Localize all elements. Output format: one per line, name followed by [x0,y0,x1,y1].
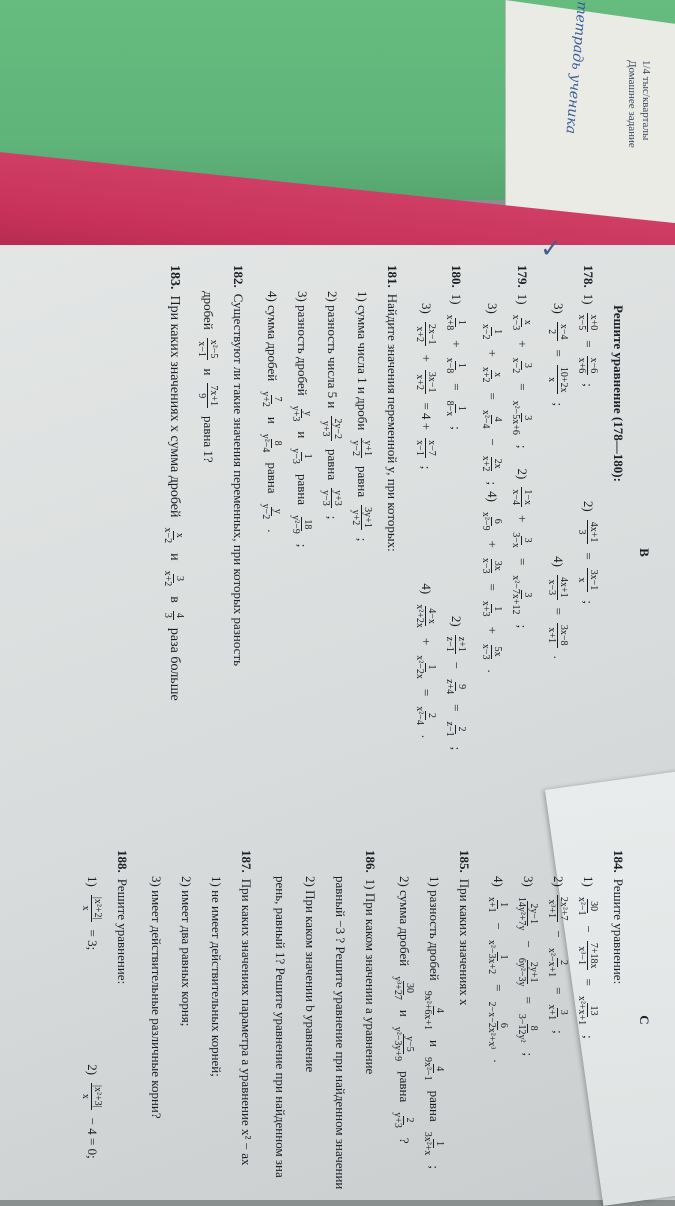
fraction: 8 3−12y² [516,1013,540,1043]
item-label: 3) [485,303,500,314]
fraction: 1 3x²+x [422,1131,446,1156]
item-text: 2) разность числа 5 и [325,291,340,409]
problem-181-item-4: 4) сумма дробей 7 y+2 и 8 y²−4 равна y y−2 . [257,265,287,840]
fraction: 4 x²−4 [480,409,504,429]
problem-187-item-3 [141,850,171,1190]
problem-178-row-2: 3) x−4 2 = 10+2x x ; 4) 4x+1 x−3 = 3x−8 x+1 . [543,265,573,840]
item-text: и [397,1009,412,1017]
problem-184-heading [603,850,633,1190]
item-label: 1) [581,293,596,305]
item-text: и [427,1039,442,1047]
item-label: 4) [491,876,506,887]
fraction: x+0 x−5 [576,314,600,331]
item-text: равна [325,449,340,481]
fraction: 8 y²−4 [260,433,284,453]
problem-184-item-1: 1) 30 x²−1 − 7+18x x³−1 = 13 x²+x+1 ; [573,850,603,1190]
fraction: 3x−1 x+2 [414,371,438,393]
problem-186-line-2 [325,850,355,1190]
item-text: и [295,431,310,439]
fraction: 1 y−3 [290,448,314,464]
problem-number: 182. [231,265,246,288]
item-text: 1) не имеет действительных корней; [209,876,224,1077]
fraction: 3 x²−7x+12 [510,575,534,615]
problem-text: Решите уравнение: [115,878,130,985]
problem-180-row-2: 3) 2x−1 x+2 + 3x−1 x+2 = 4 + x−7 x−1 ; 4) 4−x x²+2x + 1 x²−2x = 2 x²−4 . [411,265,441,840]
fraction: 1 x²−3x+2 [486,939,510,975]
fraction: 9 z+4 [444,679,468,695]
fraction: 4x+1 3 [576,521,600,543]
fraction: z+1 z−1 [444,636,468,652]
fraction: 3x−8 x+1 [546,624,570,646]
fraction: y+3 y−3 [320,490,344,506]
fraction: 30 x²−1 [576,896,600,916]
item-label: 2) [581,500,596,512]
item-text: равна [397,1071,412,1103]
item-text: раза больше [167,627,182,701]
section-header-c: С [637,1015,652,1025]
section-header-b: В [637,548,652,557]
problem-184-item-3: 3) 2y−1 14y²+7y − 2y+1 6y²−3y = 8 3−12y² ; [513,850,543,1190]
problem-text: При каких значениях x сумма дробей [167,295,182,518]
fraction: 3x−1 x [576,569,600,591]
fraction: 3y+1 y+2 [350,507,374,528]
item-label: 3) [419,303,434,314]
item-text: и [201,368,216,376]
fraction: x−6 x+6 [576,357,600,374]
fraction: 1 x−2 [480,323,504,340]
problem-187-item-2 [171,850,201,1190]
fraction: 1 x²−2x [414,655,438,679]
problem-number: 181. [385,265,400,288]
problem-181-item-2: 2) разность числа 5 и 2y−2 y+3 равна y+3 y−3 ; [317,265,347,840]
problem-187-item-1 [201,850,231,1190]
item-label: 2) [551,876,566,887]
fraction: |x²+2| x [80,896,104,920]
item-label: 1) [449,293,464,305]
problem-text: Решите уравнение: [611,878,626,985]
item-text: 1) сумма числа 1 и дроби [355,291,370,431]
fraction: 13 x²+x+1 [576,995,600,1026]
problem-number: 188. [115,850,130,873]
intro-text: Решите уравнение (178—180): [611,305,626,482]
side-column [77,850,655,1190]
item-text: и [167,553,182,561]
item-label: 4) [419,583,434,595]
fraction: 3x x−3 [480,557,504,574]
problem-183-heading [159,265,189,840]
fraction: x x+2 [480,366,504,383]
problem-text: 2) При каком значении b уравнение [303,876,318,1073]
item-text: равна [295,473,310,506]
item-text: 3) разность дробей [295,291,310,396]
item-label: 1) [515,293,530,305]
problem-text: При каких значениях параметра a уравнение x² − ax [239,878,254,1166]
fraction: x−7 x−1 [414,440,438,456]
item-text: равна [355,465,370,498]
problem-184-item-4: 4) 1 x+1 − 1 x²−3x+2 = 6 2−x−2x²+x³ . [483,850,513,1190]
fraction: x x−2 [162,527,186,544]
fraction: 6 2−x−2x²+x³ [486,1001,510,1050]
item-text: равна [265,462,280,494]
item-text: равна [427,1090,442,1122]
item-text: дробей [201,291,216,330]
problem-186-heading [355,850,385,1190]
problem-text: равный −3 ? Решите уравнение при найденном значении [333,876,348,1190]
item-text: 2) имеет два равных корня; [179,876,194,1027]
problem-184-item-2: 2) 2x²+7 x³+1 − 2 x²−x+1 = 3 x+1 ; [543,850,573,1190]
fraction: 1 8−x [444,400,468,417]
checkmark-icon: ✓ [540,234,562,263]
fraction: y y+3 [290,405,314,422]
problem-182-line-2 [193,265,223,840]
fraction: 3 x−2 [510,357,534,374]
item-label: 1) [581,876,596,887]
item-text: 2) сумма дробей [397,876,412,967]
problem-text: рень, равный 1? Решите уравнение при найденном зна [273,876,288,1178]
fraction: 7+18x x³−1 [576,942,600,969]
fraction: 2y−1 14y²+7y [516,896,540,931]
problem-text: Существуют ли такие значения переменных, при которых разность [231,293,246,667]
fraction: 2x−1 x+2 [414,323,438,345]
problem-180-row-1: 180. 1) 1 x+8 + 1 x−8 = 1 8−x ; 2) z+1 z−1 − 9 z+4 = 2 z−1 ; [441,265,471,840]
item-label: 4) [485,491,500,502]
fraction: y+1 y−2 [350,440,374,456]
fraction: 10+2x x [546,366,570,393]
item-label: 3) [521,876,536,887]
fraction: 1 x−8 [444,357,468,374]
problem-186-line-3 [295,850,325,1190]
problem-185-item-1: 1) разность дробей 4 9x²+6x+1 и 4 9x²−1 равна 1 3x²+x ; [419,850,449,1190]
problem-181-heading [377,265,407,840]
fraction: |x²+3| x [80,1085,104,1108]
fraction: 3 x+2 [162,570,186,587]
item-text: и [265,416,280,424]
item-text: − 4 = 0; [85,1117,100,1159]
item-text: = 3; [85,929,100,951]
problem-number: 179. [515,265,530,288]
problem-number: 184. [611,850,626,873]
item-label: 1) [85,876,100,887]
problem-188-heading [107,850,137,1190]
fraction: 2 x²−x+1 [546,947,570,978]
fraction: 2x²+7 x³+1 [546,896,570,921]
rotated-page-content [15,234,655,1195]
fraction: 2y−2 y+3 [320,418,344,440]
fraction: 2 z−1 [444,721,468,737]
item-label: 4) [551,556,566,567]
problem-number: 178. [581,265,596,288]
problem-number: 186. [363,850,378,873]
fraction: y−5 y²−3y+9 [392,1026,416,1062]
fraction: 7x+1 9 [196,385,220,407]
problem-182-heading [223,265,253,840]
fraction: 4−x x²+2x [414,604,438,628]
fraction: 1 x+8 [444,314,468,331]
item-text: 1) разность дробей [427,876,442,981]
fraction: 4 3 [162,612,186,618]
problem-178-row-1: 178. 1) x+0 x−5 = x−6 x+6 ; 2) 4x+1 3 = 3x−1 x ; [573,265,603,840]
problem-number: 183. [167,265,182,290]
problem-179-row-2: 3) 1 x−2 + x x+2 = 4 x²−4 − 2x x+2 ; 4) 6 x²−9 + 3x x−3 = 1 x+3 + 5x x−3 . [477,265,507,840]
fraction: 4 9x²+6x+1 [422,990,446,1030]
item-text: 4) сумма дробей [265,291,280,382]
item-label: 2) [515,468,530,480]
item-label: 2) [449,615,464,627]
fraction: 2x x+2 [480,455,504,472]
fraction: 3 x²−5x+6 [510,400,534,435]
notebook-line-2: Домашнее задание [626,60,638,148]
problem-text: 1) При каком значении a уравнение [363,878,378,1075]
fraction: 6 x²−9 [480,511,504,531]
problem-186-line-4 [265,850,295,1190]
fraction: 3 3−x [510,532,534,548]
problem-179-row-1: 179. 1) x x−3 + 3 x−2 = 3 x²−5x+6 ; 2) 1−x x−4 + 3 3−x = 3 x²−7x+12 ; [507,265,537,840]
item-label: 3) [551,303,566,314]
problem-number: 180. [449,265,464,288]
problem-number: 185. [457,850,472,873]
fraction: 2y+1 6y²−3y [516,957,540,987]
item-text: 3) имеет действительные различные корни? [149,876,164,1119]
notebook-line-1: 1/4 тыс/кварталы [640,60,652,141]
fraction: 2 y+3 [392,1112,416,1128]
item-text: равна 1? [201,416,216,463]
problem-185-item-2: 2) сумма дробей 30 y³+27 и y−5 y²−3y+9 равна 2 y+3 ? [389,850,419,1190]
fraction: 30 y³+27 [392,976,416,1000]
fraction: 2 x²−4 [414,706,438,725]
item-text: в [167,596,182,603]
problem-text: При каких значениях x [457,878,472,1006]
fraction: x x−3 [510,314,534,331]
main-column [159,234,655,840]
fraction: x−4 2 [546,323,570,340]
notebook-handwriting: тетрадь ученика [562,0,590,135]
fraction: 1 x+1 [486,896,510,913]
fraction: 3 x+1 [546,1004,570,1021]
fraction: 18 y²−9 [290,515,314,534]
problem-181-item-3: 3) разность дробей y y+3 и 1 y−3 равна 18 y²−9 ; [287,265,317,840]
problem-number: 187. [239,850,254,873]
problem-text: Найдите значения переменной y, при которых: [385,293,400,552]
fraction: 1−x x−4 [510,489,534,505]
problem-181-item-1: 1) сумма числа 1 и дроби y+1 y−2 равна 3y+1 y+2 ; [347,265,377,840]
fraction: 5x x−3 [480,643,504,660]
item-label: 2) [85,1064,100,1076]
fraction: 1 x+3 [480,600,504,617]
fraction: 4x+1 x−3 [546,576,570,598]
problem-187-heading [231,850,261,1190]
problem-188-items [77,850,107,1190]
problem-185-heading [449,850,479,1190]
fraction: 4 9x²−1 [422,1056,446,1081]
fraction: y y−2 [260,503,284,520]
fraction: 7 y+2 [260,391,284,407]
fraction: x²−5 x−1 [196,339,220,359]
